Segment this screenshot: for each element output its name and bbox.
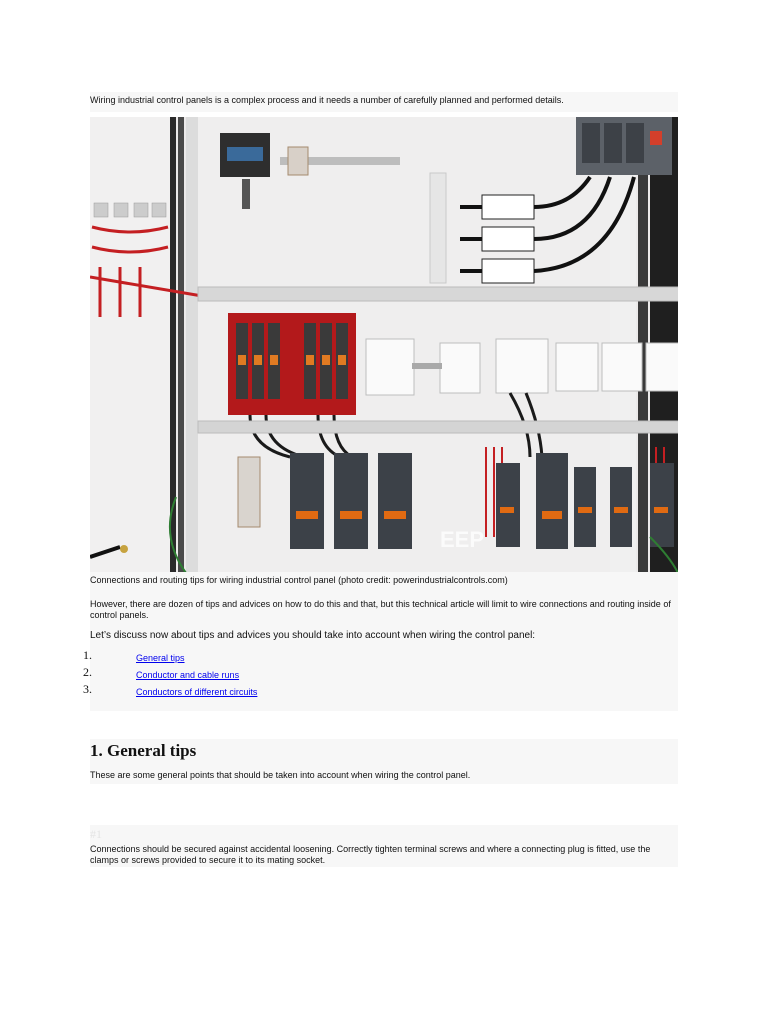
toc-link-different-circuits[interactable]: Conductors of different circuits xyxy=(136,687,258,697)
intro-text: Wiring industrial control panels is a complex process and it needs a number of carefully planned and performed details. xyxy=(90,95,564,105)
watermark-logo: EEP xyxy=(440,527,485,552)
toc-link-conductor-cable-runs[interactable]: Conductor and cable runs xyxy=(136,670,240,680)
toc-item xyxy=(83,665,678,687)
toc-number: 3. xyxy=(83,682,92,696)
table-of-contents xyxy=(83,648,678,704)
caption-block xyxy=(83,572,678,711)
toc-link-general-tips[interactable]: General tips xyxy=(136,653,185,663)
tip-text: Connections should be secured against accidental loosening. Correctly tighten terminal screws and where a connecting plug is fitted, use the clamps or screws provided to secure it to its mating socket. xyxy=(90,844,651,865)
intro-block xyxy=(90,92,678,112)
toc-number: 1. xyxy=(83,648,92,662)
control-panel-photo xyxy=(90,117,678,573)
paragraph-lead-in: Let’s discuss now about tips and advices you should take into account when wiring the control panel: xyxy=(90,630,536,641)
tip-block xyxy=(90,825,678,867)
toc-number: 2. xyxy=(83,665,92,679)
paragraph-scope: However, there are dozen of tips and advices on how to do this and that, but this technical article will limit to wire connections and routing inside of control panels. xyxy=(90,599,671,620)
tip-number: #1 xyxy=(90,827,102,841)
photo-caption: Connections and routing tips for wiring industrial control panel (photo credit: powerindustrialcontrols.com) xyxy=(90,575,508,585)
section-general-tips xyxy=(90,739,678,784)
toc-item xyxy=(83,682,678,704)
toc-item xyxy=(83,648,678,670)
section-heading: 1. General tips xyxy=(90,741,197,760)
section-intro: These are some general points that should be taken into account when wiring the control panel. xyxy=(90,770,471,780)
